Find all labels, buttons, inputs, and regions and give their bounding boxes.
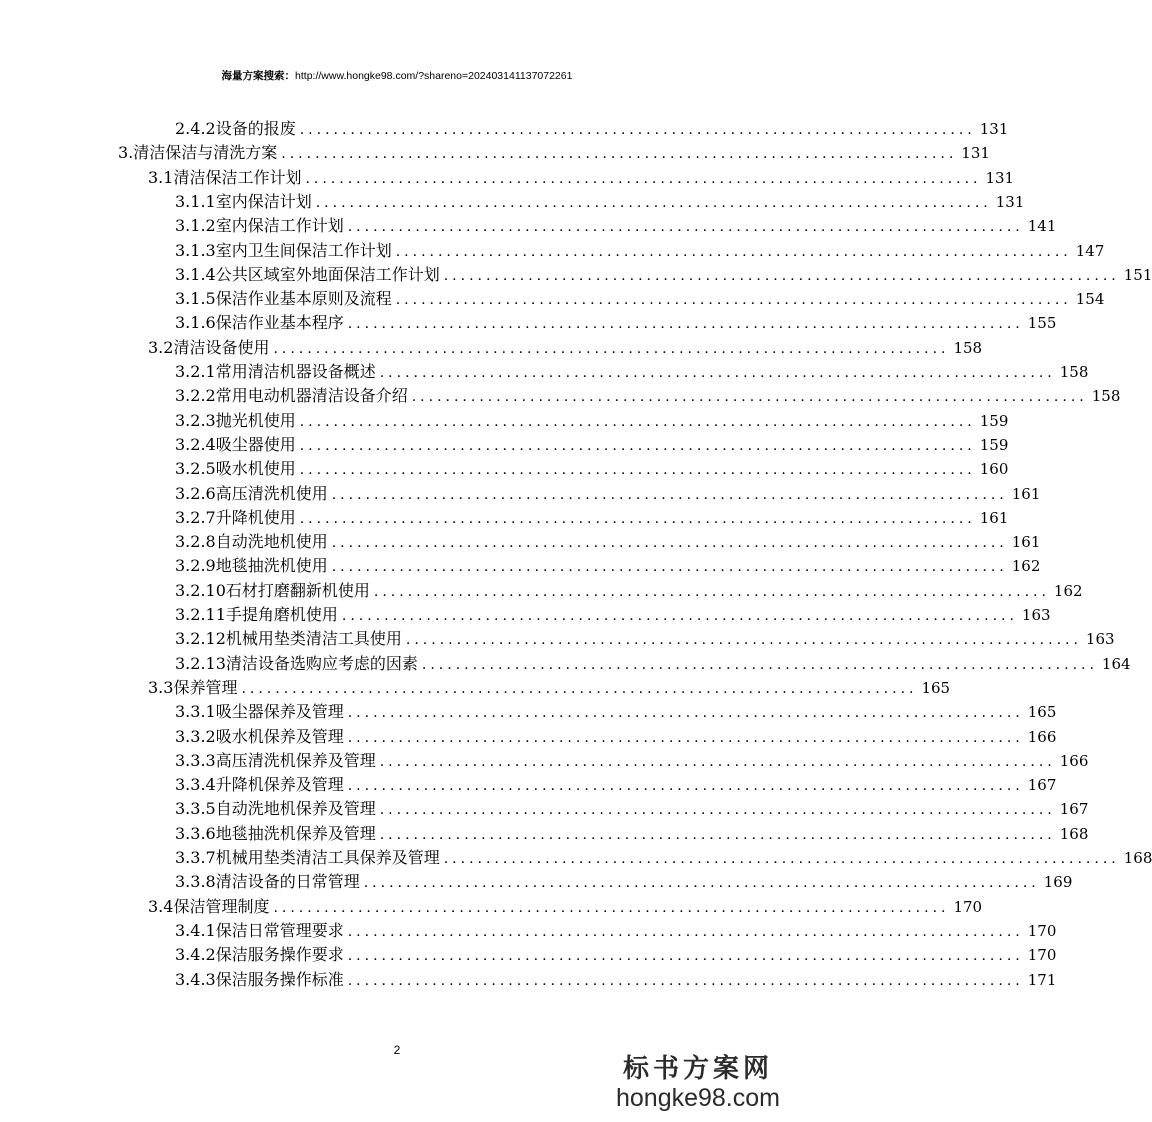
toc-entry[interactable]: [175, 531, 1041, 553]
toc-entry[interactable]: [175, 969, 1057, 991]
toc-entry-title: 3.2.6高压清洗机使用: [175, 483, 328, 503]
toc-entry[interactable]: [175, 580, 1083, 602]
toc-entry[interactable]: [175, 774, 1057, 796]
toc-entry-title: 3.3.3高压清洗机保养及管理: [175, 750, 376, 770]
toc-entry-title: 3.2清洁设备使用: [148, 337, 270, 357]
toc-dot-leader: ................................................................................: [411, 389, 1088, 406]
toc-entry-page: 164: [1101, 654, 1131, 673]
toc-entry[interactable]: [148, 337, 983, 359]
watermark-logo: [616, 1054, 780, 1112]
toc-entry[interactable]: [175, 871, 1073, 893]
toc-dot-leader: ................................................................................: [379, 802, 1056, 819]
toc-entry-page: 167: [1027, 776, 1057, 795]
toc-entry[interactable]: [175, 604, 1051, 626]
toc-dot-leader: ................................................................................: [379, 365, 1056, 381]
toc-dot-leader: ................................................................................: [281, 146, 958, 163]
toc-entry-page: 131: [985, 168, 1015, 187]
toc-dot-leader: ................................................................................: [305, 170, 982, 187]
toc-entry-page: 151: [1123, 265, 1152, 284]
toc-entry-title: 3.1.5保洁作业基本原则及流程: [175, 289, 392, 309]
toc-entry-title: 3.1.6保洁作业基本程序: [175, 313, 344, 333]
header-url[interactable]: http://www.hongke98.com/?shareno=202403141137072261: [295, 70, 573, 82]
toc-entry-page: 160: [979, 460, 1009, 479]
toc-entry-title: 3.2.12机械用垫类清洁工具使用: [175, 629, 402, 649]
toc-dot-leader: ................................................................................: [299, 510, 976, 527]
toc-dot-leader: ................................................................................: [379, 753, 1056, 770]
toc-dot-leader: ................................................................................: [331, 559, 1008, 576]
toc-entry-page: 170: [953, 897, 983, 916]
toc-entry-page: 161: [1011, 533, 1041, 552]
toc-entry-title: 3.1清洁保洁工作计划: [148, 167, 302, 187]
toc-dot-leader: ................................................................................: [363, 875, 1040, 892]
toc-entry[interactable]: [175, 847, 1152, 869]
toc-entry-title: 3.2.13清洁设备选购应考虑的因素: [175, 653, 418, 673]
toc-dot-leader: ................................................................................: [347, 316, 1024, 333]
toc-dot-leader: ................................................................................: [341, 608, 1018, 624]
toc-entry-title: 3.3.2吸水机保养及管理: [175, 726, 344, 746]
toc-entry[interactable]: [148, 896, 983, 918]
toc-entry-page: 171: [1027, 970, 1057, 989]
toc-entry-page: 162: [1011, 557, 1041, 576]
toc-entry-page: 131: [979, 120, 1009, 138]
toc-entry-title: 3.清洁保洁与清洗方案: [118, 143, 278, 163]
toc-entry-page: 155: [1027, 314, 1057, 333]
toc-entry-title: 2.4.2设备的报废: [175, 119, 296, 138]
toc-entry-title: 3.4.3保洁服务操作标准: [175, 969, 344, 989]
toc-entry-page: 158: [1059, 363, 1089, 381]
toc-dot-leader: ................................................................................: [373, 583, 1050, 600]
page-number: 2: [393, 1043, 401, 1057]
toc-dot-leader: ................................................................................: [443, 851, 1120, 867]
toc-dot-leader: ................................................................................: [395, 292, 1072, 309]
toc-entry-title: 3.2.3抛光机使用: [175, 410, 296, 430]
toc-entry[interactable]: [175, 507, 1009, 529]
toc-entry[interactable]: [148, 677, 951, 699]
toc-entry[interactable]: [175, 264, 1152, 286]
toc-entry-title: 3.2.10石材打磨翻新机使用: [175, 580, 370, 600]
toc-entry-title: 3.2.4吸尘器使用: [175, 434, 296, 454]
toc-dot-leader: ................................................................................: [347, 778, 1024, 795]
toc-entry-title: 3.3.5自动洗地机保养及管理: [175, 799, 376, 819]
header-label: 海量方案搜索：: [221, 70, 296, 82]
toc-entry-title: 3.3保养管理: [148, 677, 238, 697]
toc-entry[interactable]: [148, 167, 1015, 189]
toc-entry[interactable]: [175, 750, 1089, 772]
watermark-line-1: 标书方案网: [622, 1054, 773, 1084]
toc-entry[interactable]: [175, 191, 1025, 213]
toc-entry-page: 163: [1021, 606, 1051, 624]
toc-entry[interactable]: [175, 385, 1121, 407]
toc-entry-page: 162: [1053, 581, 1083, 600]
toc-entry-title: 3.1.3室内卫生间保洁工作计划: [175, 240, 392, 260]
toc-dot-leader: ................................................................................: [273, 899, 950, 916]
toc-entry-page: 168: [1123, 849, 1152, 867]
toc-dot-leader: ................................................................................: [241, 680, 918, 697]
toc-entry-title: 3.3.1吸尘器保养及管理: [175, 702, 344, 722]
toc-entry-title: 3.4保洁管理制度: [148, 896, 270, 916]
toc-dot-leader: ................................................................................: [347, 972, 1024, 989]
toc-entry-title: 3.1.2室内保洁工作计划: [175, 216, 344, 236]
toc-entry[interactable]: [175, 118, 1009, 140]
toc-entry-title: 3.2.8自动洗地机使用: [175, 532, 328, 552]
toc-entry-title: 3.4.1保洁日常管理要求: [175, 920, 344, 940]
toc-entry-page: 165: [1027, 703, 1057, 722]
toc-entry-title: 3.2.7升降机使用: [175, 507, 296, 527]
toc-entry-title: 3.2.11手提角磨机使用: [175, 605, 338, 624]
toc-entry[interactable]: [175, 361, 1089, 383]
toc-dot-leader: ................................................................................: [405, 632, 1082, 649]
toc-dot-leader: ................................................................................: [347, 948, 1024, 965]
toc-dot-leader: ................................................................................: [331, 486, 1008, 503]
toc-entry[interactable]: [175, 215, 1057, 237]
toc-entry-page: 131: [961, 144, 990, 163]
toc-entry[interactable]: [175, 288, 1105, 310]
toc-entry[interactable]: [175, 701, 1057, 723]
toc-entry[interactable]: [175, 653, 1131, 675]
toc-entry[interactable]: [175, 410, 1009, 432]
toc-entry-title: 3.2.2常用电动机器清洁设备介绍: [175, 386, 408, 406]
toc-dot-leader: ................................................................................: [299, 122, 976, 138]
toc-entry[interactable]: [175, 798, 1089, 820]
toc-entry-page: 159: [979, 411, 1009, 430]
toc-entry-title: 3.4.2保洁服务操作要求: [175, 945, 344, 965]
toc-entry-page: 170: [1027, 946, 1057, 965]
toc-entry-page: 141: [1027, 217, 1057, 236]
toc-entry-page: 158: [953, 338, 983, 357]
toc-entry[interactable]: [175, 920, 1057, 942]
toc-entry-page: 154: [1075, 290, 1105, 309]
toc-entry-page: 166: [1059, 751, 1089, 770]
toc-entry-page: 163: [1085, 630, 1115, 649]
toc-entry-page: 169: [1043, 873, 1073, 892]
toc-entry[interactable]: [175, 458, 1009, 480]
toc-dot-leader: ................................................................................: [347, 729, 1024, 746]
toc-entry-page: 158: [1091, 387, 1121, 406]
toc-dot-leader: ................................................................................: [299, 437, 976, 454]
toc-entry-title: 3.1.1室内保洁计划: [175, 191, 312, 211]
toc-entry-page: 147: [1075, 241, 1105, 260]
toc-dot-leader: ................................................................................: [443, 267, 1120, 284]
toc-entry[interactable]: [175, 240, 1105, 262]
toc-dot-leader: ................................................................................: [347, 705, 1024, 722]
toc-entry-title: 3.3.4升降机保养及管理: [175, 775, 344, 795]
toc-entry-title: 3.2.5吸水机使用: [175, 459, 296, 479]
toc-entry-page: 167: [1059, 800, 1089, 819]
toc-entry-title: 3.3.7机械用垫类清洁工具保养及管理: [175, 848, 440, 867]
toc-entry[interactable]: [175, 312, 1057, 334]
toc-dot-leader: ................................................................................: [299, 462, 976, 479]
toc-entry-title: 3.3.6地毯抽洗机保养及管理: [175, 823, 376, 843]
toc-dot-leader: ................................................................................: [395, 243, 1072, 260]
toc-dot-leader: ................................................................................: [421, 656, 1098, 673]
toc-entry-title: 3.3.8清洁设备的日常管理: [175, 872, 360, 892]
toc-dot-leader: ................................................................................: [379, 826, 1056, 843]
toc-dot-leader: ................................................................................: [315, 194, 992, 211]
page-header: [0, 68, 794, 83]
toc-entry-title: 3.1.4公共区域室外地面保洁工作计划: [175, 264, 440, 284]
toc-entry-page: 161: [1011, 484, 1041, 503]
toc-entry-page: 166: [1027, 727, 1057, 746]
toc-entry[interactable]: [175, 434, 1009, 456]
toc-entry-page: 161: [979, 508, 1009, 527]
toc-entry[interactable]: [175, 823, 1089, 845]
toc-entry[interactable]: [175, 555, 1041, 577]
toc-entry[interactable]: [175, 944, 1057, 966]
toc-dot-leader: ................................................................................: [331, 535, 1008, 552]
toc-entry[interactable]: [175, 483, 1041, 505]
toc-entry[interactable]: [175, 628, 1115, 650]
toc-entry-page: 165: [921, 678, 951, 697]
toc-entry-page: 131: [995, 192, 1025, 211]
toc-entry[interactable]: [175, 726, 1057, 748]
toc-dot-leader: ................................................................................: [273, 340, 950, 357]
toc-dot-leader: ................................................................................: [347, 219, 1024, 236]
watermark-line-2: hongke98.com: [615, 1084, 780, 1112]
toc-entry-title: 3.2.1常用清洁机器设备概述: [175, 362, 376, 381]
toc-entry-page: 170: [1027, 921, 1057, 940]
toc-dot-leader: ................................................................................: [347, 923, 1024, 940]
toc-entry-page: 168: [1059, 824, 1089, 843]
toc-entry-page: 159: [979, 435, 1009, 454]
toc-entry[interactable]: [118, 142, 990, 164]
toc-dot-leader: ................................................................................: [299, 413, 976, 430]
toc-entry-title: 3.2.9地毯抽洗机使用: [175, 556, 328, 576]
